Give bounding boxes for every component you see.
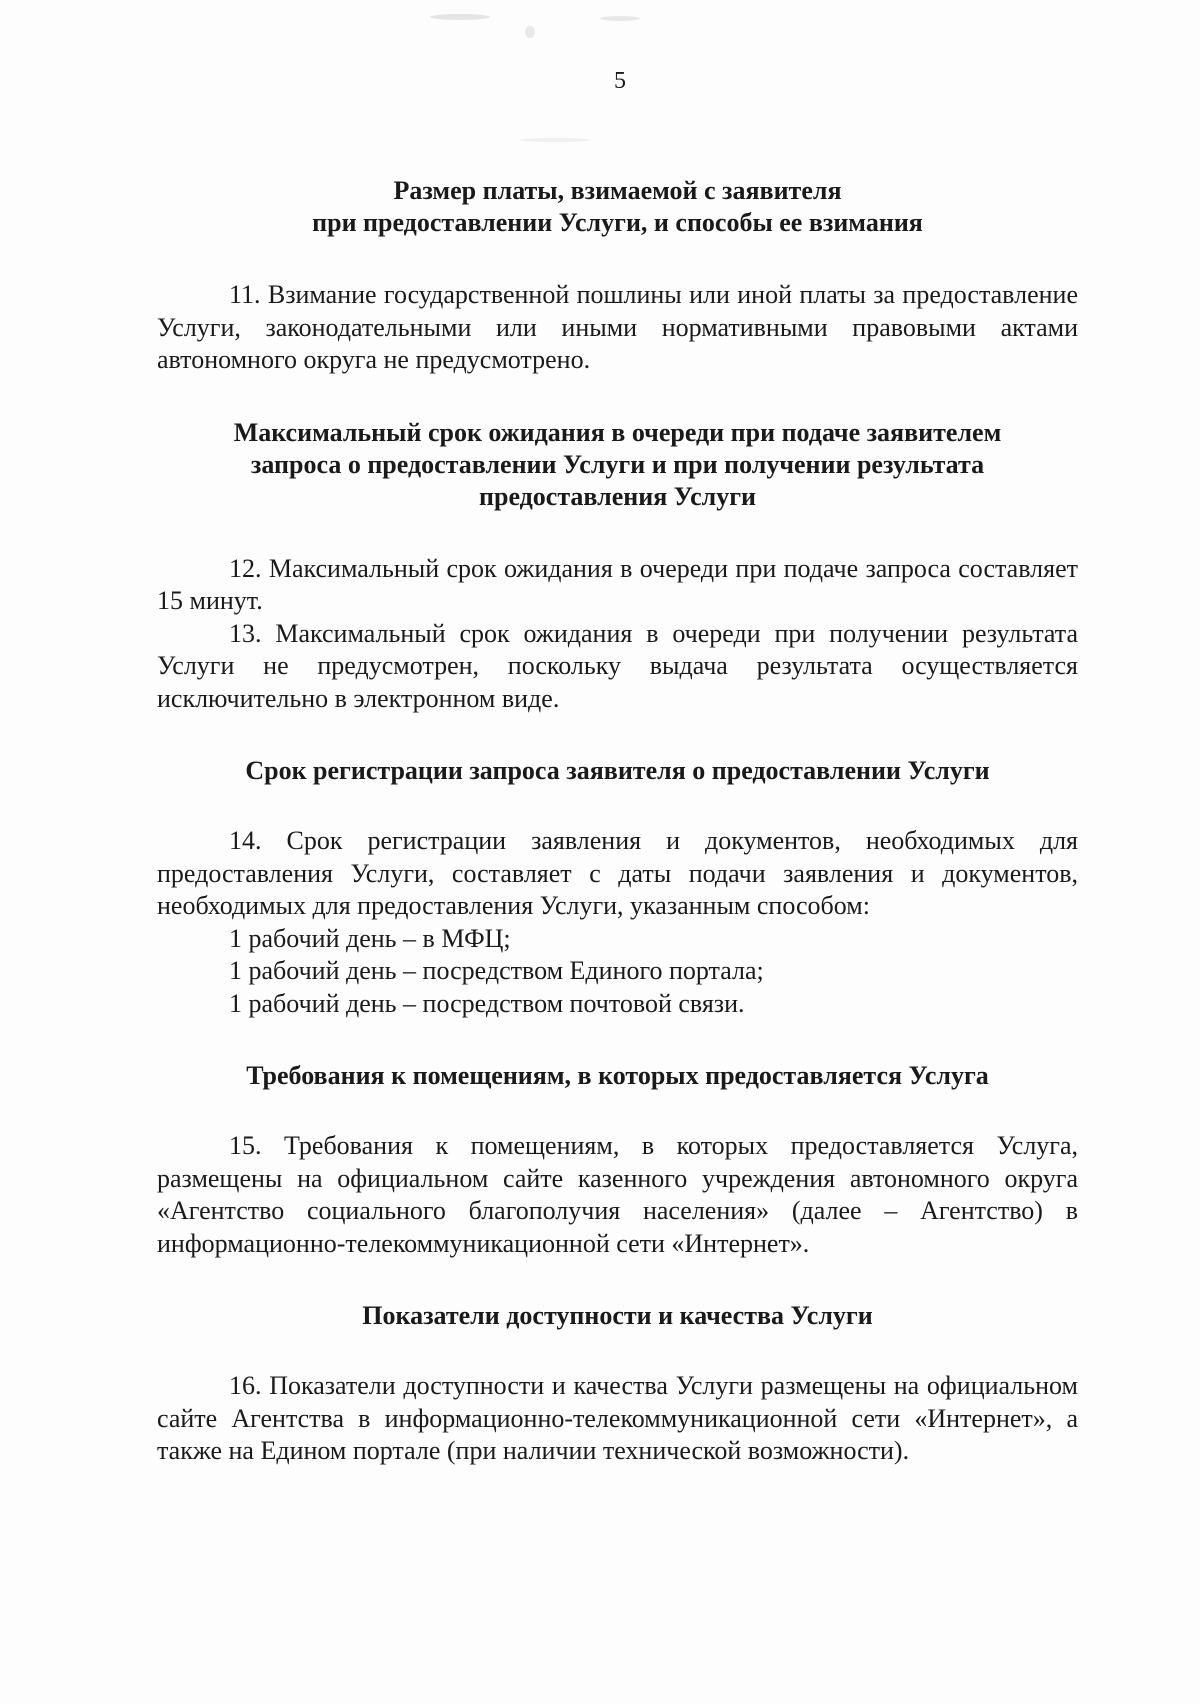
list-item: 1 рабочий день – в МФЦ; xyxy=(229,923,511,953)
paragraph-15: 15. Требования к помещениям, в которых предоставляется Услуга, размещены на официальном сайте казенного учреждения автономного округа «Агентство социального благополучия населения» (далее – Агентство) в информационно-телекоммуникационной сети «Интернет». xyxy=(157,1131,1078,1258)
paragraph-11: 11. Взимание государственной пошлины или иной платы за предоставление Услуги, законодательными или иными нормативными правовыми актами автономного округа не предусмотрено. xyxy=(157,280,1078,374)
paragraph-14: 14. Срок регистрации заявления и документов, необходимых для предоставления Услуги, составляет с даты подачи заявления и документов, необходимых для предоставления Услуги, указанным способом: xyxy=(157,826,1078,920)
section-heading-waiting-line3: предоставления Услуги xyxy=(479,481,756,511)
section-heading-registration: Срок регистрации запроса заявителя о предоставлении Услуги xyxy=(245,756,990,785)
section-heading-waiting-line1: Максимальный срок ожидания в очереди при подаче заявителем xyxy=(233,417,1002,447)
list-item: 1 рабочий день – посредством почтовой связи. xyxy=(229,988,745,1018)
paragraph-13: 13. Максимальный срок ожидания в очереди при получении результата Услуги не предусмотрен, поскольку выдача результата осуществляется исключительно в электронном виде. xyxy=(157,618,1078,713)
scan-speck xyxy=(600,16,640,21)
scan-speck xyxy=(520,138,590,142)
list-item: 1 рабочий день – посредством Единого портала; xyxy=(229,956,764,985)
section-heading-fee-line1: Размер платы, взимаемой с заявителя xyxy=(393,176,842,205)
section-heading-waiting-line2: запроса о предоставлении Услуги и при получении результата xyxy=(250,449,985,479)
section-heading-premises: Требования к помещениям, в которых предоставляется Услуга xyxy=(246,1061,989,1090)
section-heading-quality: Показатели доступности и качества Услуги xyxy=(362,1301,873,1330)
page-number: 5 xyxy=(614,68,626,94)
scan-speck xyxy=(525,26,535,38)
paragraph-16: 16. Показатели доступности и качества Услуги размещены на официальном сайте Агентства в информационно-телекоммуникационной сети «Интернет», а также на Едином портале (при наличии технической возможности). xyxy=(157,1371,1078,1465)
section-heading-fee-line2: при предоставлении Услуги, и способы ее взимания xyxy=(312,208,923,237)
document-body xyxy=(157,175,1078,1468)
paragraph-12: 12. Максимальный срок ожидания в очереди при подаче запроса составляет 15 минут. xyxy=(157,553,1078,615)
scan-speck xyxy=(430,14,490,20)
